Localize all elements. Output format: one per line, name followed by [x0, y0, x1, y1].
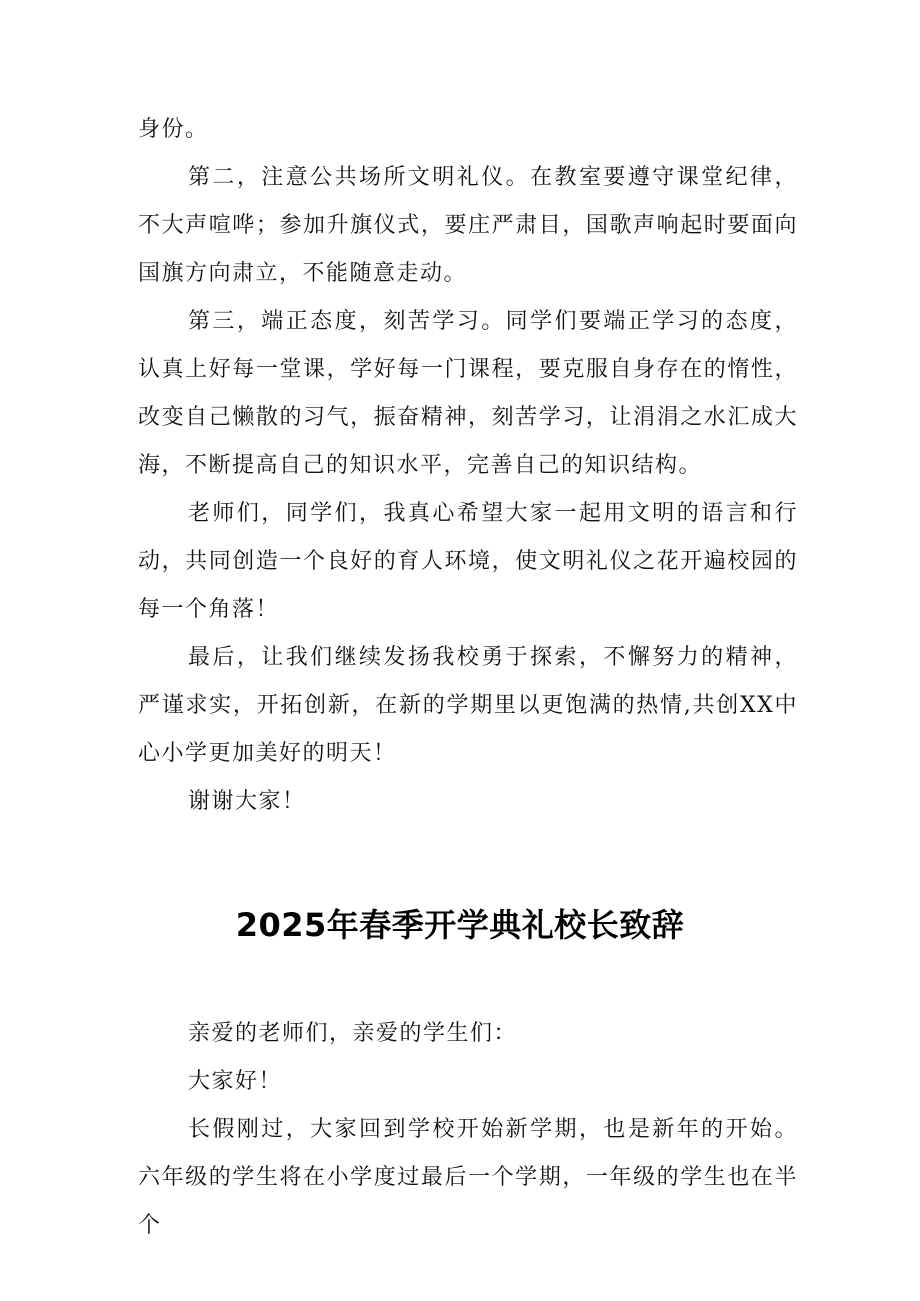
paragraph-wish: 老师们，同学们，我真心希望大家一起用文明的语言和行动，共同创造一个良好的育人环境，使文明礼仪之花开遍校园的每一个角落！ — [138, 501, 798, 622]
paragraph-second-point: 第二，注意公共场所文明礼仪。在教室要遵守课堂纪律，不大声喧哗；参加升旗仪式，要庄严肃目，国歌声响起时要面向国旗方向肃立，不能随意走动。 — [138, 165, 798, 286]
paragraph-closing: 最后，让我们继续发扬我校勇于探索，不懈努力的精神，严谨求实，开拓创新，在新的学期里以更饱满的热情,共创XX中心小学更加美好的明天！ — [138, 645, 798, 766]
paragraph-greeting: 大家好！ — [188, 1069, 283, 1094]
paragraph-opening: 长假刚过，大家回到学校开始新学期，也是新年的开始。六年级的学生将在小学度过最后一个学期，一年级的学生也在半个 — [138, 1117, 798, 1238]
paragraph-salutation: 亲爱的老师们，亲爱的学生们： — [188, 1021, 518, 1046]
paragraph-thanks: 谢谢大家！ — [188, 789, 306, 814]
paragraph-continuation: 身份。 — [138, 117, 209, 142]
paragraph-third-point: 第三，端正态度，刻苦学习。同学们要端正学习的态度，认真上好每一堂课，学好每一门课程，要克服自身存在的惰性，改变自己懒散的习气，振奋精神，刻苦学习，让涓涓之水汇成大海，不断提高自己的知识水平，完善自己的知识结构。 — [138, 309, 798, 478]
speech-title: 2025年春季开学典礼校长致辞 — [235, 906, 685, 944]
